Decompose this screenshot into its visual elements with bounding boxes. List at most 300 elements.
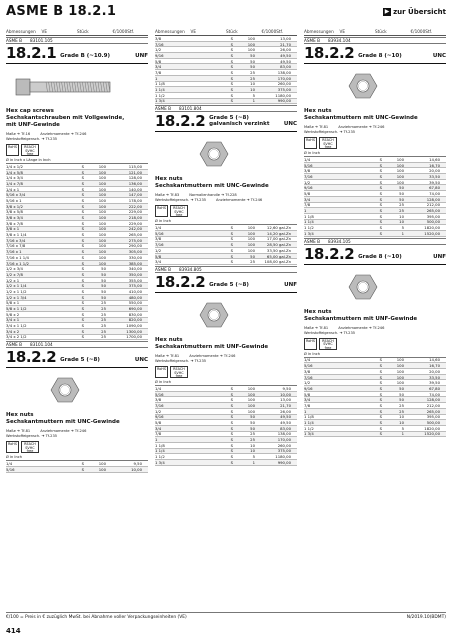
price-cell: 115,00 (128, 163, 142, 169)
unit-cell: S (81, 203, 84, 209)
qty-cell: 50 (399, 196, 404, 202)
qty-cell: 100 (98, 180, 106, 186)
unit-cell: S (81, 306, 84, 312)
section-id (155, 105, 297, 112)
unit-note: Ø in Inch (304, 151, 446, 157)
desc-de-2: mit UNF-Gewinde (6, 122, 60, 128)
unit-cell: S (81, 461, 84, 467)
dimensions-link[interactable]: Maße ➔ Tf-16 (6, 132, 31, 136)
price-cell: 9,50 (133, 461, 142, 467)
rohs-logo: RoHS (155, 366, 168, 378)
material-link[interactable]: Werkstoffeigensch. ➔ Tf-235 (304, 330, 356, 335)
size-cell: 1/2 x 3/4 (6, 266, 23, 272)
price-cell: 1090,00 (126, 323, 142, 329)
size-cell: 1 3/4 (304, 230, 314, 236)
column-header-cell: VE (339, 29, 346, 34)
size-cell: 7/8 (155, 431, 162, 437)
price-cell: 222,00 (128, 203, 142, 209)
torque-link[interactable]: Anziehmomente ➔ Tf-246 (40, 132, 87, 136)
section-id (6, 37, 148, 44)
material-link[interactable]: Werkstoffeigensch. ➔ Tf-235 (155, 198, 207, 203)
size-cell: 1/4 x 5/8 (6, 169, 23, 175)
unit-cell: S (81, 180, 84, 186)
size-cell: 1/4 (304, 357, 311, 363)
footer-code: N/2019.10(BDMT) (406, 615, 446, 620)
compliance-logos (304, 137, 446, 149)
size-cell: 1/2 x 1 1/2 (6, 288, 27, 294)
qty-cell: 50 (399, 397, 404, 403)
unit-cell: S (81, 237, 84, 243)
unit-cell: S (230, 41, 233, 47)
price-cell: 28,50 gal.Zn (266, 242, 291, 248)
price-cell: 26,00 (280, 408, 291, 414)
standard-label: ASME B (304, 238, 320, 244)
unit-cell: S (230, 425, 233, 431)
qty-cell: 25 (399, 408, 404, 414)
reference-links (304, 125, 446, 135)
price-cell: 242,00 (128, 226, 142, 232)
size-cell: 5/8 (155, 420, 162, 426)
page-number: 414 (6, 627, 21, 635)
grade-text: Grade 8 (~10) (358, 53, 402, 59)
product-section (6, 37, 148, 340)
size-cell: 1/2 x 1 3/4 (6, 294, 27, 300)
price-cell: 16,70 (429, 162, 440, 168)
qty-cell: 100 (98, 209, 106, 215)
size-cell: 3/8 (155, 397, 162, 403)
qty-cell: 100 (247, 230, 255, 236)
size-cell: 7/16 (155, 402, 164, 408)
title-bar (155, 275, 297, 291)
qty-cell: 5 (252, 454, 255, 460)
unit-cell: S (230, 448, 233, 454)
price-cell: 1520,00 (424, 230, 440, 236)
price-cell: 265,00 (128, 232, 142, 238)
price-cell: 147,00 (128, 192, 142, 198)
size-cell: 1 3/4 (155, 98, 165, 104)
qty-cell: 100 (98, 226, 106, 232)
grade-label (358, 53, 429, 62)
unit-cell: S (81, 192, 84, 198)
qty-cell: 100 (396, 156, 404, 162)
price-cell: 260,00 (277, 442, 291, 448)
size-cell: 3/8 x 5/8 (6, 209, 23, 215)
unit-cell: S (230, 414, 233, 420)
price-cell: 14,60 (429, 156, 440, 162)
price-cell: 20,00 (429, 168, 440, 174)
size-cell: 7/16 (155, 242, 164, 248)
qty-cell: 100 (247, 408, 255, 414)
size-cell: 1 (304, 408, 307, 414)
unit-cell: S (81, 209, 84, 215)
unit-cell: S (230, 58, 233, 64)
price-cell: 49,50 (280, 52, 291, 58)
desc-en: Hex nuts (304, 108, 332, 114)
standard-label: ASME B (6, 38, 22, 43)
size-cell: 1 (304, 208, 307, 214)
price-cell: 1180,00 (275, 454, 291, 460)
title-underline (6, 367, 148, 368)
qty-cell: 50 (250, 52, 255, 58)
unit-cell: S (230, 385, 233, 391)
unit-note: Ø in Inch (155, 380, 297, 386)
screw-drawing (6, 67, 146, 105)
desc-en: Hex nuts (155, 176, 183, 183)
price-cell: 49,50 (280, 420, 291, 426)
price-cell: 83,00 (280, 425, 291, 431)
standard-label: ASME B (304, 38, 320, 43)
article-number: 83101.804 (179, 106, 202, 112)
unit-cell: S (81, 311, 84, 317)
column-header (155, 28, 297, 36)
unit-cell: S (81, 328, 84, 334)
column-header-cell: Stück (226, 29, 238, 34)
desc-en: Hex cap screws (6, 108, 54, 114)
qty-cell: 50 (101, 288, 106, 294)
size-cell: 7/8 (155, 69, 162, 75)
size-cell: 3/8 (304, 168, 311, 174)
torque-link[interactable]: Anziehmomente ➔ Tf-246 (338, 125, 385, 129)
title-underline (155, 292, 297, 293)
unit-cell: S (379, 225, 382, 231)
unit-cell: S (81, 466, 84, 472)
column-header-cell: €/1000Stf. (261, 29, 284, 34)
price-cell: 212,00 (426, 202, 440, 208)
unit-cell: S (230, 69, 233, 75)
size-cell: 1/2 (155, 47, 162, 53)
table-row (155, 99, 297, 105)
grade-label (358, 254, 429, 263)
hex-nut-image (155, 135, 297, 173)
qty-cell: 100 (247, 41, 255, 47)
qty-cell: 100 (98, 192, 106, 198)
qty-cell: 100 (247, 35, 255, 41)
grade-label (60, 357, 131, 366)
price-cell: 12,60 gal.Zn (266, 225, 291, 231)
size-cell: 1/2 (155, 408, 162, 414)
price-cell: 1520,00 (424, 431, 440, 437)
size-cell: 1 1/4 (304, 219, 314, 225)
size-cell: 5/8 (304, 190, 311, 196)
size-cell: 1 1/4 (304, 420, 314, 426)
price-cell: 170,00 (277, 75, 291, 81)
unit-cell: S (379, 368, 382, 374)
price-cell: 140,00 (128, 186, 142, 192)
size-cell: 5/16 (304, 363, 313, 369)
unit-cell: S (230, 81, 233, 87)
size-cell: 3/8 (155, 35, 162, 41)
unit-cell: S (230, 442, 233, 448)
price-cell: 83,00 (280, 64, 291, 70)
size-cell: 1 1/8 (304, 213, 314, 219)
size-cell: 3/4 x 1 1/2 (6, 323, 27, 329)
price-cell: 178,00 (128, 197, 142, 203)
size-cell: 1/4 (155, 225, 162, 231)
unit-cell: S (230, 459, 233, 465)
price-cell: 128,00 (426, 196, 440, 202)
column-header-cell: Abmessungen (6, 29, 36, 34)
size-cell: 1 (155, 75, 158, 81)
qty-cell: 50 (399, 185, 404, 191)
unit-cell: S (230, 437, 233, 443)
thread-type: UNC (134, 357, 148, 364)
price-cell: 340,00 (128, 266, 142, 272)
column-header-cell: Abmessungen (304, 29, 334, 34)
qty-cell: 10 (250, 87, 255, 93)
price-cell: 138,00 (277, 69, 291, 75)
size-cell: 1 1/2 (304, 225, 314, 231)
price-cell: 265,00 (426, 208, 440, 214)
hex-nut-image (304, 268, 446, 306)
unit-cell: S (230, 230, 233, 236)
qty-cell: 100 (396, 357, 404, 363)
qty-cell: 25 (250, 69, 255, 75)
article-number: 83101.104 (30, 342, 53, 348)
thread-type: UNF (433, 253, 446, 260)
price-cell: 17,00 gal.Zn (266, 236, 291, 242)
size-cell: 5/8 x 1 1/2 (6, 306, 27, 312)
size-cell: 1 1/8 (155, 442, 165, 448)
price-cell: 21,70 (280, 41, 291, 47)
unit-cell: S (379, 190, 382, 196)
unit-cell: S (81, 266, 84, 272)
unit-cell: S (81, 232, 84, 238)
qty-cell: 1 (401, 230, 404, 236)
size-cell: 5/16 (6, 466, 15, 472)
desc-de: Sechskantmuttern mit UNC-Gewinde (304, 115, 418, 121)
price-cell: 20,00 (429, 368, 440, 374)
unit-cell: S (81, 226, 84, 232)
unit-cell: S (230, 35, 233, 41)
reach-logo: REACH SVHC free (170, 366, 188, 378)
qty-cell: 100 (247, 236, 255, 242)
unit-cell: S (379, 173, 382, 179)
qty-cell: 10 (399, 213, 404, 219)
table-row (155, 460, 297, 466)
compliance-logos (155, 205, 297, 217)
qty-cell: 50 (250, 425, 255, 431)
unit-note: Ø in Inch (6, 455, 148, 461)
qty-cell: 100 (396, 168, 404, 174)
qty-cell: 50 (399, 190, 404, 196)
size-cell: 3/8 x 1 1/4 (6, 232, 27, 238)
unit-cell: S (379, 380, 382, 386)
qty-cell: 100 (396, 374, 404, 380)
price-cell: 290,00 (128, 243, 142, 249)
size-cell: 1/2 (304, 380, 311, 386)
thread-type: UNF (135, 53, 148, 59)
size-cell: 1/4 (155, 385, 162, 391)
torque-link[interactable]: Anziehmomente ➔ Tf-246 (40, 429, 87, 434)
column-header-cell: VE (190, 29, 197, 34)
compliance-logos (6, 441, 148, 453)
size-cell: 9/16 (155, 414, 164, 420)
price-cell: 260,00 (277, 81, 291, 87)
torque-link[interactable]: Anziehmomente ➔ Tf-246 (189, 354, 236, 359)
desc-en: Hex nuts (155, 337, 183, 344)
qty-cell: 100 (247, 225, 255, 231)
qty-cell: 100 (98, 203, 106, 209)
dimensions-link[interactable]: Maße ➔ Tf-81 (304, 325, 329, 330)
unit-cell: S (81, 215, 84, 221)
qty-cell: 100 (396, 162, 404, 168)
qty-cell: 1 (401, 431, 404, 437)
desc-en: Hex nuts (304, 308, 332, 315)
unit-cell: S (81, 288, 84, 294)
qty-cell: 100 (396, 368, 404, 374)
size-cell: 3/4 x 2 (6, 328, 20, 334)
qty-cell: 100 (396, 363, 404, 369)
torque-link-2[interactable]: Anziehmomente ➔ Tf-246 (216, 198, 263, 203)
unit-cell: S (379, 397, 382, 403)
price-cell: 9,50 (282, 385, 291, 391)
unit-cell: S (81, 169, 84, 175)
qty-cell: 50 (101, 271, 106, 277)
reference-links (6, 132, 148, 142)
standard-label: ASME B (6, 342, 22, 348)
price-cell: 136,00 (128, 180, 142, 186)
material-link[interactable]: Werkstoffeigensch. ➔ Tf-235 (6, 434, 58, 439)
qty-cell: 100 (98, 237, 106, 243)
qty-cell: 50 (101, 294, 106, 300)
size-cell: 3/8 x 1/2 (6, 203, 23, 209)
qty-cell: 25 (101, 323, 106, 329)
size-cell: 5/8 (304, 391, 311, 397)
column-2 (155, 28, 297, 618)
rohs-logo: RoHS (6, 441, 19, 453)
price-cell: 65,00 gal.Zn (266, 253, 291, 259)
dimensions-link[interactable]: Maße ➔ Tf-83 (155, 193, 180, 198)
unit-cell: S (379, 168, 382, 174)
standard-code: 18.2.2 (304, 44, 355, 62)
column-header-cell: Stück (77, 29, 89, 34)
price-cell: 218,00 (128, 215, 142, 221)
price-cell: 1300,00 (126, 328, 142, 334)
size-cell: 7/16 x 3/4 (6, 237, 26, 243)
size-cell: 1/4 x 1/2 (6, 163, 23, 169)
price-cell: 170,00 (277, 437, 291, 443)
qty-cell: 100 (98, 243, 106, 249)
unit-cell: S (230, 52, 233, 58)
material-link[interactable]: Werkstoffeigensch. ➔ Tf-235 (6, 137, 58, 141)
unit-cell: S (379, 230, 382, 236)
nut-drawing (304, 67, 444, 105)
unit-cell: S (230, 431, 233, 437)
torque-link[interactable]: Normalienhandle ➔ Tf-228 (189, 193, 237, 198)
qty-cell: 100 (98, 260, 106, 266)
unit-cell: S (81, 317, 84, 323)
rohs-logo: RoHS (155, 205, 168, 217)
unit-cell: S (230, 391, 233, 397)
size-cell: 3/4 x 1 (6, 317, 20, 323)
price-cell: 410,00 (128, 288, 142, 294)
size-cell: 7/8 (304, 402, 311, 408)
section-id (155, 266, 297, 273)
dimensions-link[interactable]: Maße ➔ Tf-81 (6, 429, 31, 434)
hex-nut-image (304, 67, 446, 105)
size-cell: 1 1/4 (155, 448, 165, 454)
size-cell: 1 (155, 437, 158, 443)
price-cell: 21,70 (280, 402, 291, 408)
unit-cell: S (230, 247, 233, 253)
title-underline (304, 63, 446, 64)
size-cell: 7/8 (304, 202, 311, 208)
unit-cell: S (81, 323, 84, 329)
unit-note: Ø in Inch x Länge in Inch (6, 158, 148, 164)
size-cell: 1/4 x 7/8 (6, 180, 23, 186)
thread-type: UNC (432, 53, 446, 59)
overview-link-label: zur Übersicht (393, 8, 446, 16)
qty-cell: 25 (250, 259, 255, 265)
size-cell: 5/8 x 1 (6, 300, 20, 306)
column-header-cell: €/1000Stf. (112, 29, 135, 34)
size-cell: 3/4 (155, 425, 162, 431)
dimensions-link[interactable]: Maße ➔ Tf-81 (304, 125, 329, 129)
finish-text: galvanisch verzinkt (209, 121, 270, 128)
price-cell: 49,50 (280, 414, 291, 420)
torque-link[interactable]: Anziehmomente ➔ Tf-246 (338, 325, 385, 330)
qty-cell: 50 (101, 283, 106, 289)
qty-cell: 100 (247, 391, 255, 397)
page-title: ASME B 18.2.1 (6, 4, 117, 19)
qty-cell: 10 (399, 420, 404, 426)
unit-cell: S (81, 277, 84, 283)
qty-cell: 50 (101, 266, 106, 272)
reach-logo: REACH SVHC free (21, 441, 39, 453)
size-cell: 7/16 (155, 41, 164, 47)
nut-drawing (6, 371, 146, 409)
qty-cell: 100 (247, 397, 255, 403)
qty-cell: 25 (399, 208, 404, 214)
size-cell: 5/16 (155, 391, 164, 397)
qty-cell: 5 (252, 92, 255, 98)
column-header-cell: €/1000Stf. (410, 29, 433, 34)
unit-cell: S (81, 197, 84, 203)
size-cell: 5/8 x 2 (6, 311, 20, 317)
size-cell: 1 1/8 (155, 81, 165, 87)
unit-cell: S (379, 185, 382, 191)
hex-nut-image (155, 296, 297, 334)
price-cell: 990,00 (277, 459, 291, 465)
price-cell: 330,00 (128, 254, 142, 260)
standard-code: 18.2.2 (155, 112, 206, 131)
price-cell: 212,00 (426, 402, 440, 408)
size-cell: 1 1/8 (304, 414, 314, 420)
compliance-logos (6, 144, 148, 156)
column-header (304, 28, 446, 36)
size-cell: 5/8 (155, 58, 162, 64)
price-cell: 275,00 (128, 237, 142, 243)
material-link[interactable]: Werkstoffeigensch. ➔ Tf-235 (155, 359, 207, 364)
unit-cell: S (81, 220, 84, 226)
unit-cell: S (81, 260, 84, 266)
article-number: 83934.104 (328, 38, 351, 43)
unit-cell: S (379, 420, 382, 426)
size-cell: 1/2 (304, 179, 311, 185)
qty-cell: 25 (250, 437, 255, 443)
qty-cell: 10 (399, 414, 404, 420)
reach-logo: REACH SVHC free (170, 205, 188, 217)
size-cell: 1/2 x 1 1/4 (6, 283, 27, 289)
dimensions-link[interactable]: Maße ➔ Tf-81 (155, 354, 180, 359)
size-cell: 5/16 (155, 230, 164, 236)
table-row (304, 432, 446, 438)
unit-cell: S (379, 385, 382, 391)
title-underline (155, 131, 297, 132)
overview-link[interactable] (383, 8, 446, 16)
desc-de: Sechskantmuttern mit UNF-Gewinde (304, 315, 418, 322)
material-link[interactable]: Werkstoffeigensch. ➔ Tf-235 (304, 130, 356, 134)
